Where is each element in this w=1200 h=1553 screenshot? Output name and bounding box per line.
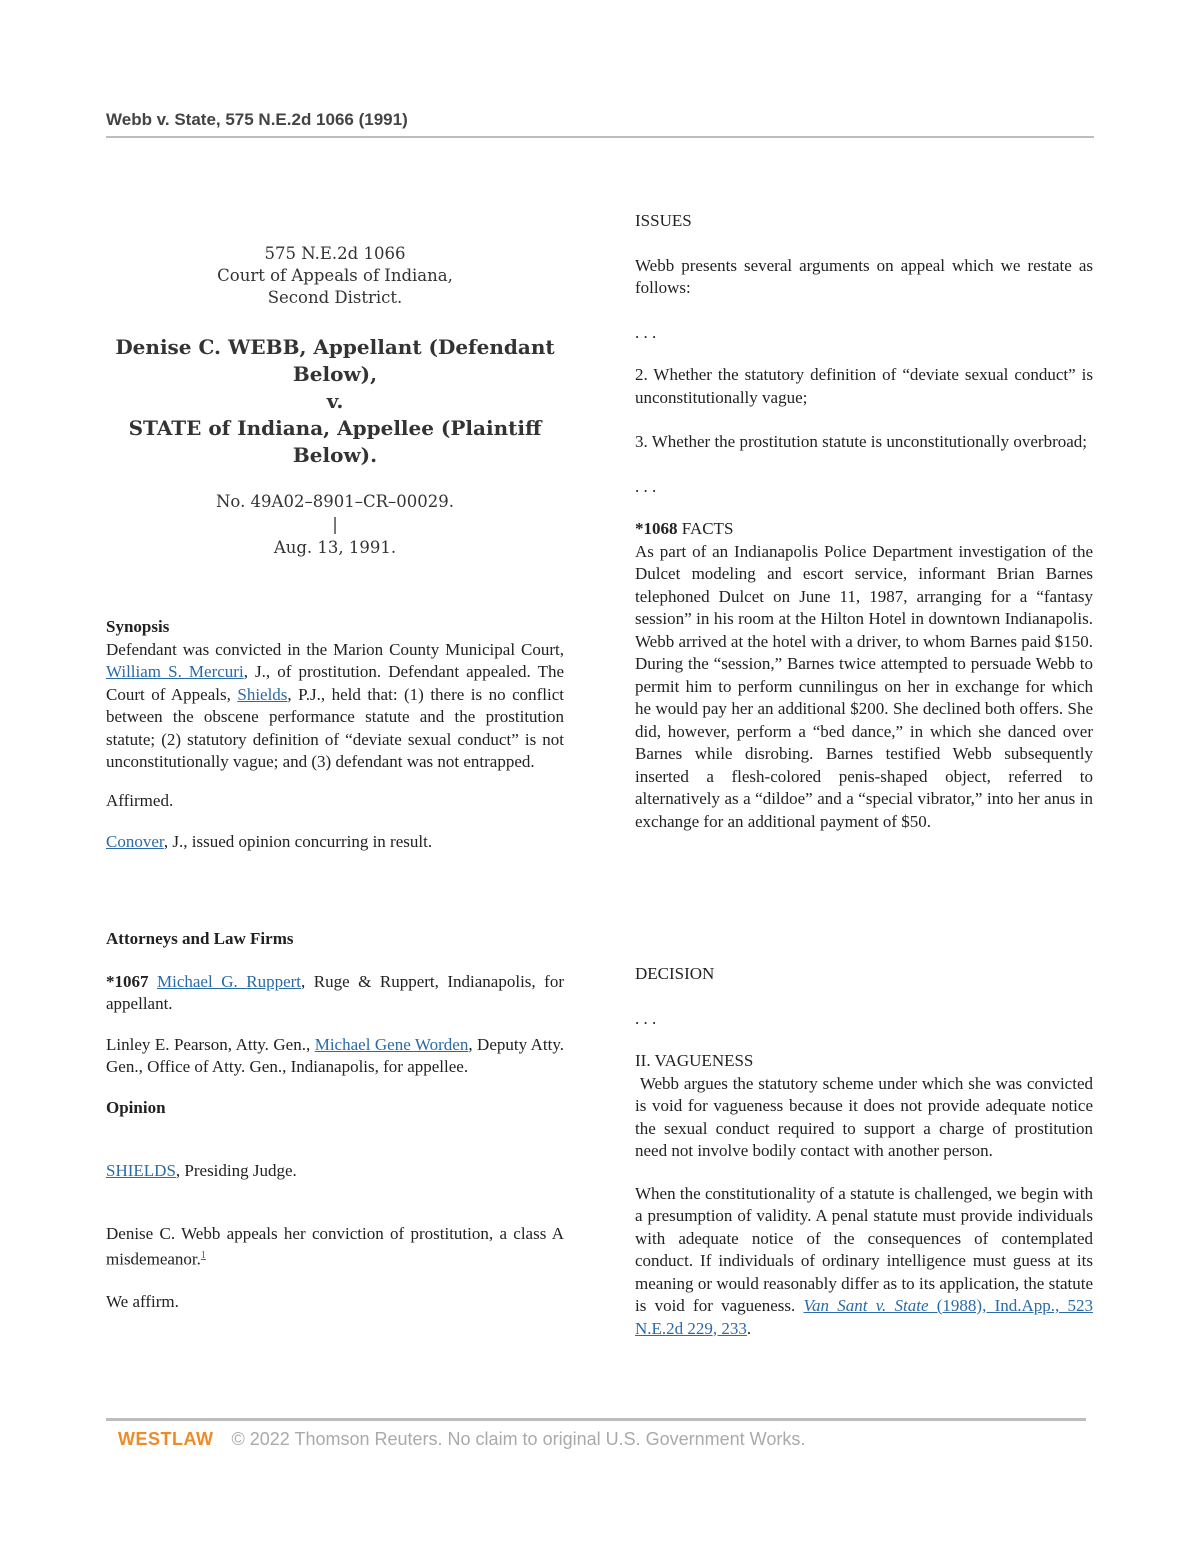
attorneys-heading: Attorneys and Law Firms	[106, 929, 294, 948]
sentence-end: .	[746, 1318, 752, 1338]
page-marker: *1067	[106, 971, 149, 991]
vagueness-heading: II. VAGUENESS	[635, 1051, 754, 1070]
page-footer	[118, 1429, 805, 1450]
reporter-citation: 575 N.E.2d 1066	[264, 244, 406, 263]
judge-shields-link[interactable]: Shields	[237, 684, 288, 704]
concurrence-text: , J., issued opinion concurring in result.	[163, 832, 433, 851]
issue-3: 3. Whether the prostitution statute is unconstitutionally overbroad;	[635, 432, 1087, 451]
docket-number: No. 49A02–8901–CR–00029.	[215, 492, 454, 511]
vagueness-para-1: Webb argues the statutory scheme under which she was convicted is void for vagueness because it does not provide adequate notice the sexual conduct required to support a charge of prostitution need not involve bodily contact with another person.	[635, 1073, 1098, 1160]
vagueness-para-2	[635, 1183, 1093, 1341]
opinion-intro	[106, 1223, 564, 1272]
synopsis-text-part: , J., of prostitution. Defendant appealed. The Court of Appeals,	[106, 662, 565, 704]
decision-heading: DECISION	[635, 964, 715, 983]
attorney-ruppert-link[interactable]: Michael G. Ruppert	[157, 971, 301, 991]
case-van-sant-link[interactable]: Van Sant v. State	[803, 1296, 929, 1315]
synopsis-section	[106, 616, 564, 854]
facts-heading	[635, 518, 1093, 541]
synopsis-text-part: , P.J., held that: (1) there is no conflict between the obscene performance statute and the prostitution statute; (2) statutory definition of “deviate sexual conduct” is not unconstitutionally vague; and (3) defendant was not entrapped.	[106, 684, 565, 771]
page-marker: *1068	[635, 519, 678, 538]
attorneys-section	[106, 928, 564, 1314]
synopsis-text	[106, 639, 564, 774]
facts-heading-text: FACTS	[677, 519, 734, 538]
opinion-author	[106, 1160, 564, 1183]
docket-block	[106, 490, 564, 559]
appellant-counsel	[106, 971, 564, 1016]
opinion-author-title: , Presiding Judge.	[175, 1161, 297, 1180]
case-citation-block	[106, 243, 564, 309]
appellant-counsel-text: , Ruge & Ruppert, Indianapolis, for appellant.	[106, 971, 564, 1013]
issues-section	[635, 210, 1093, 833]
ellipsis: . . .	[635, 322, 657, 342]
issues-intro: Webb presents several arguments on appeal which we restate as follows:	[635, 255, 1093, 297]
appellee: STATE of Indiana, Appellee (Plaintiff Below).	[128, 416, 542, 467]
attorney-worden-link[interactable]: Michael Gene Worden	[314, 1034, 469, 1054]
footer-divider	[106, 1418, 1086, 1421]
docket-separator: |	[332, 515, 338, 534]
copyright-notice: © 2022 Thomson Reuters. No claim to original U.S. Government Works.	[231, 1429, 806, 1449]
appellee-counsel-text: Linley E. Pearson, Atty. Gen.,	[106, 1034, 315, 1054]
facts-body: As part of an Indianapolis Police Department investigation of the Dulcet modeling and escort service, informant Brian Barnes telephoned Dulcet on June 11, 1987, arranging for a “fantasy session” in his room at the Hilton Hotel in downtown Indianapolis. Webb arrived at the hotel with a driver, to whom Barnes paid $150. During the “session,” Barnes twice attempted to persuade Webb to permit him to perform cunnilingus on her in exchange for which he would pay her an additional $200. She declined both offers. She did, however, perform a “bed dance,” in which she danced over Barnes while disrobing. Barnes testified Webb subsequently inserted a flesh-colored penis-shaped object, referred to alternatively as a “dildoe” and a “special vibrator,” into her anus in exchange for an additional payment of $50.	[635, 541, 1093, 831]
judge-shields-author-link[interactable]: SHIELDS	[106, 1161, 176, 1180]
judge-mercuri-link[interactable]: William S. Mercuri	[106, 662, 244, 681]
opinion-intro-text: Denise C. Webb appeals her conviction of prostitution, a class A misdemeanor.	[106, 1223, 564, 1269]
vagueness-para-2-text: When the constitutionality of a statute is challenged, we begin with a presumption of validity. A penal statute must provide individuals with adequate notice of the consequences of contemplated conduct. If individuals of ordinary intelligence must guess at its meaning or would reasonably differ as to its application, the statute is void for vagueness.	[635, 1183, 1093, 1315]
court-name: Court of Appeals of Indiana,	[217, 266, 453, 285]
decision-date: Aug. 13, 1991.	[273, 538, 397, 557]
ellipsis: . . .	[635, 1008, 657, 1028]
concurrence-note	[106, 831, 564, 854]
issues-heading: ISSUES	[635, 211, 692, 230]
synopsis-heading: Synopsis	[106, 617, 170, 636]
issue-2: 2. Whether the statutory definition of “deviate sexual conduct” is unconstitutionally vague;	[635, 365, 1093, 407]
appellee-counsel-text: , Deputy Atty. Gen., Office of Atty. Gen., Indianapolis, for appellee.	[106, 1034, 565, 1076]
ellipsis: . . .	[635, 476, 657, 496]
disposition: Affirmed.	[106, 790, 174, 810]
case-parties	[106, 334, 564, 469]
appellant: Denise C. WEBB, Appellant (Defendant Below),	[115, 335, 555, 386]
decision-section	[635, 963, 1098, 1340]
opinion-holding: We affirm.	[106, 1292, 179, 1312]
synopsis-text-part: Defendant was convicted in the Marion County Municipal Court,	[106, 639, 564, 659]
header-divider	[106, 136, 1094, 138]
versus: v.	[326, 389, 344, 413]
running-head: Webb v. State, 575 N.E.2d 1066 (1991)	[106, 110, 408, 129]
court-district: Second District.	[267, 288, 403, 307]
appellee-counsel	[106, 1034, 564, 1079]
case-citation-link[interactable]: (1988), Ind.App., 523 N.E.2d 229, 233	[635, 1296, 1094, 1338]
footnote-1-link[interactable]: 1	[200, 1250, 206, 1261]
opinion-heading: Opinion	[106, 1097, 166, 1117]
westlaw-logo: WESTLAW	[118, 1429, 214, 1449]
judge-conover-link[interactable]: Conover	[106, 832, 164, 851]
